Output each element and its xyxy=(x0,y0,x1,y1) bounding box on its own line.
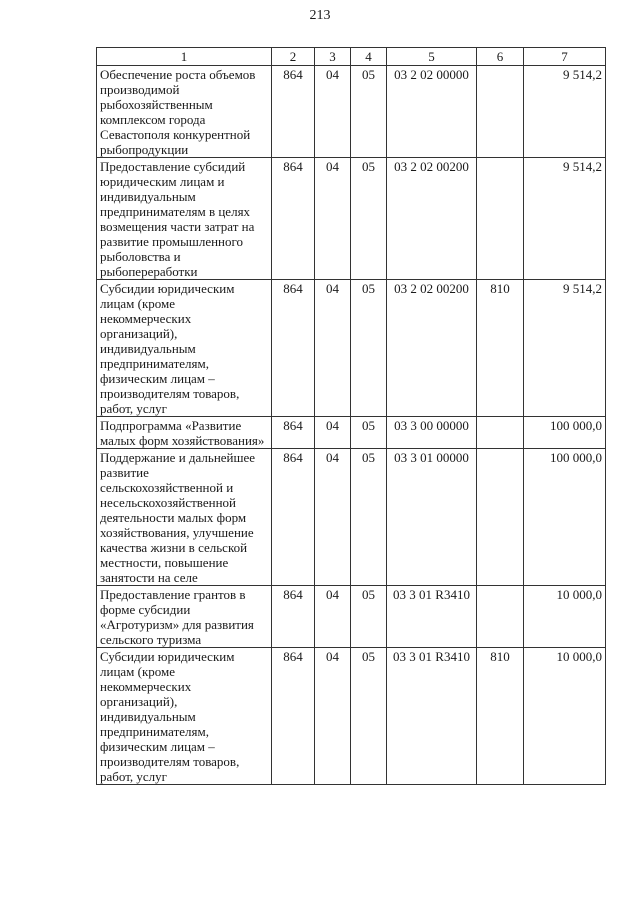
table-row xyxy=(97,648,606,785)
table-row xyxy=(97,66,606,158)
row-name: Поддержание и дальнейшее развитие сельскохозяйственной и несельскохозяйственной деятельности малых форм хозяйствования, улучшение качества жизни в сельской местности, повышение занятости на селе xyxy=(97,449,272,586)
row-target-code: 03 3 01 R3410 xyxy=(387,586,477,648)
row-name: Предоставление грантов в форме субсидии «Агротуризм» для развития сельского туризма xyxy=(97,586,272,648)
row-expense-type: 810 xyxy=(477,648,524,785)
row-target-code: 03 2 02 00200 xyxy=(387,280,477,417)
table-row xyxy=(97,586,606,648)
row-expense-type xyxy=(477,449,524,586)
row-ministry-code: 864 xyxy=(272,158,315,280)
row-expense-type xyxy=(477,417,524,449)
row-subsection-code: 05 xyxy=(351,449,387,586)
row-amount: 100 000,0 xyxy=(524,449,606,586)
row-ministry-code: 864 xyxy=(272,417,315,449)
row-section-code: 04 xyxy=(315,586,351,648)
row-name: Подпрограмма «Развитие малых форм хозяйствования» xyxy=(97,417,272,449)
table-row xyxy=(97,158,606,280)
row-ministry-code: 864 xyxy=(272,648,315,785)
row-subsection-code: 05 xyxy=(351,280,387,417)
row-subsection-code: 05 xyxy=(351,648,387,785)
row-section-code: 04 xyxy=(315,158,351,280)
column-header-4: 4 xyxy=(351,48,387,66)
row-target-code: 03 3 00 00000 xyxy=(387,417,477,449)
row-subsection-code: 05 xyxy=(351,158,387,280)
table-row xyxy=(97,280,606,417)
column-header-3: 3 xyxy=(315,48,351,66)
row-expense-type xyxy=(477,66,524,158)
row-expense-type xyxy=(477,586,524,648)
column-header-1: 1 xyxy=(97,48,272,66)
table-row xyxy=(97,417,606,449)
budget-table xyxy=(96,47,606,785)
row-ministry-code: 864 xyxy=(272,280,315,417)
row-name: Субсидии юридическим лицам (кроме некоммерческих организаций), индивидуальным предпринимателям, физическим лицам – производителям товаров, работ, услуг xyxy=(97,648,272,785)
row-target-code: 03 3 01 R3410 xyxy=(387,648,477,785)
row-subsection-code: 05 xyxy=(351,417,387,449)
row-amount: 9 514,2 xyxy=(524,66,606,158)
page-number: 213 xyxy=(309,8,331,23)
row-subsection-code: 05 xyxy=(351,586,387,648)
column-header-7: 7 xyxy=(524,48,606,66)
row-amount: 9 514,2 xyxy=(524,280,606,417)
row-section-code: 04 xyxy=(315,66,351,158)
row-target-code: 03 2 02 00200 xyxy=(387,158,477,280)
row-section-code: 04 xyxy=(315,648,351,785)
row-ministry-code: 864 xyxy=(272,449,315,586)
row-name: Предоставление субсидий юридическим лицам и индивидуальным предпринимателям в целях возмещения части затрат на развитие промышленного рыболовства и рыбопереработки xyxy=(97,158,272,280)
row-expense-type: 810 xyxy=(477,280,524,417)
row-section-code: 04 xyxy=(315,449,351,586)
row-name: Обеспечение роста объемов производимой рыбохозяйственным комплексом города Севастополя конкурентной рыбопродукции xyxy=(97,66,272,158)
column-header-6: 6 xyxy=(477,48,524,66)
row-subsection-code: 05 xyxy=(351,66,387,158)
row-amount: 9 514,2 xyxy=(524,158,606,280)
row-name: Субсидии юридическим лицам (кроме некоммерческих организаций), индивидуальным предпринимателям, физическим лицам – производителям товаров, работ, услуг xyxy=(97,280,272,417)
row-target-code: 03 3 01 00000 xyxy=(387,449,477,586)
row-amount: 100 000,0 xyxy=(524,417,606,449)
row-ministry-code: 864 xyxy=(272,66,315,158)
row-target-code: 03 2 02 00000 xyxy=(387,66,477,158)
header-row xyxy=(97,48,606,66)
row-ministry-code: 864 xyxy=(272,586,315,648)
row-section-code: 04 xyxy=(315,280,351,417)
row-section-code: 04 xyxy=(315,417,351,449)
row-amount: 10 000,0 xyxy=(524,586,606,648)
column-header-2: 2 xyxy=(272,48,315,66)
row-amount: 10 000,0 xyxy=(524,648,606,785)
row-expense-type xyxy=(477,158,524,280)
column-header-5: 5 xyxy=(387,48,477,66)
table-row xyxy=(97,449,606,586)
